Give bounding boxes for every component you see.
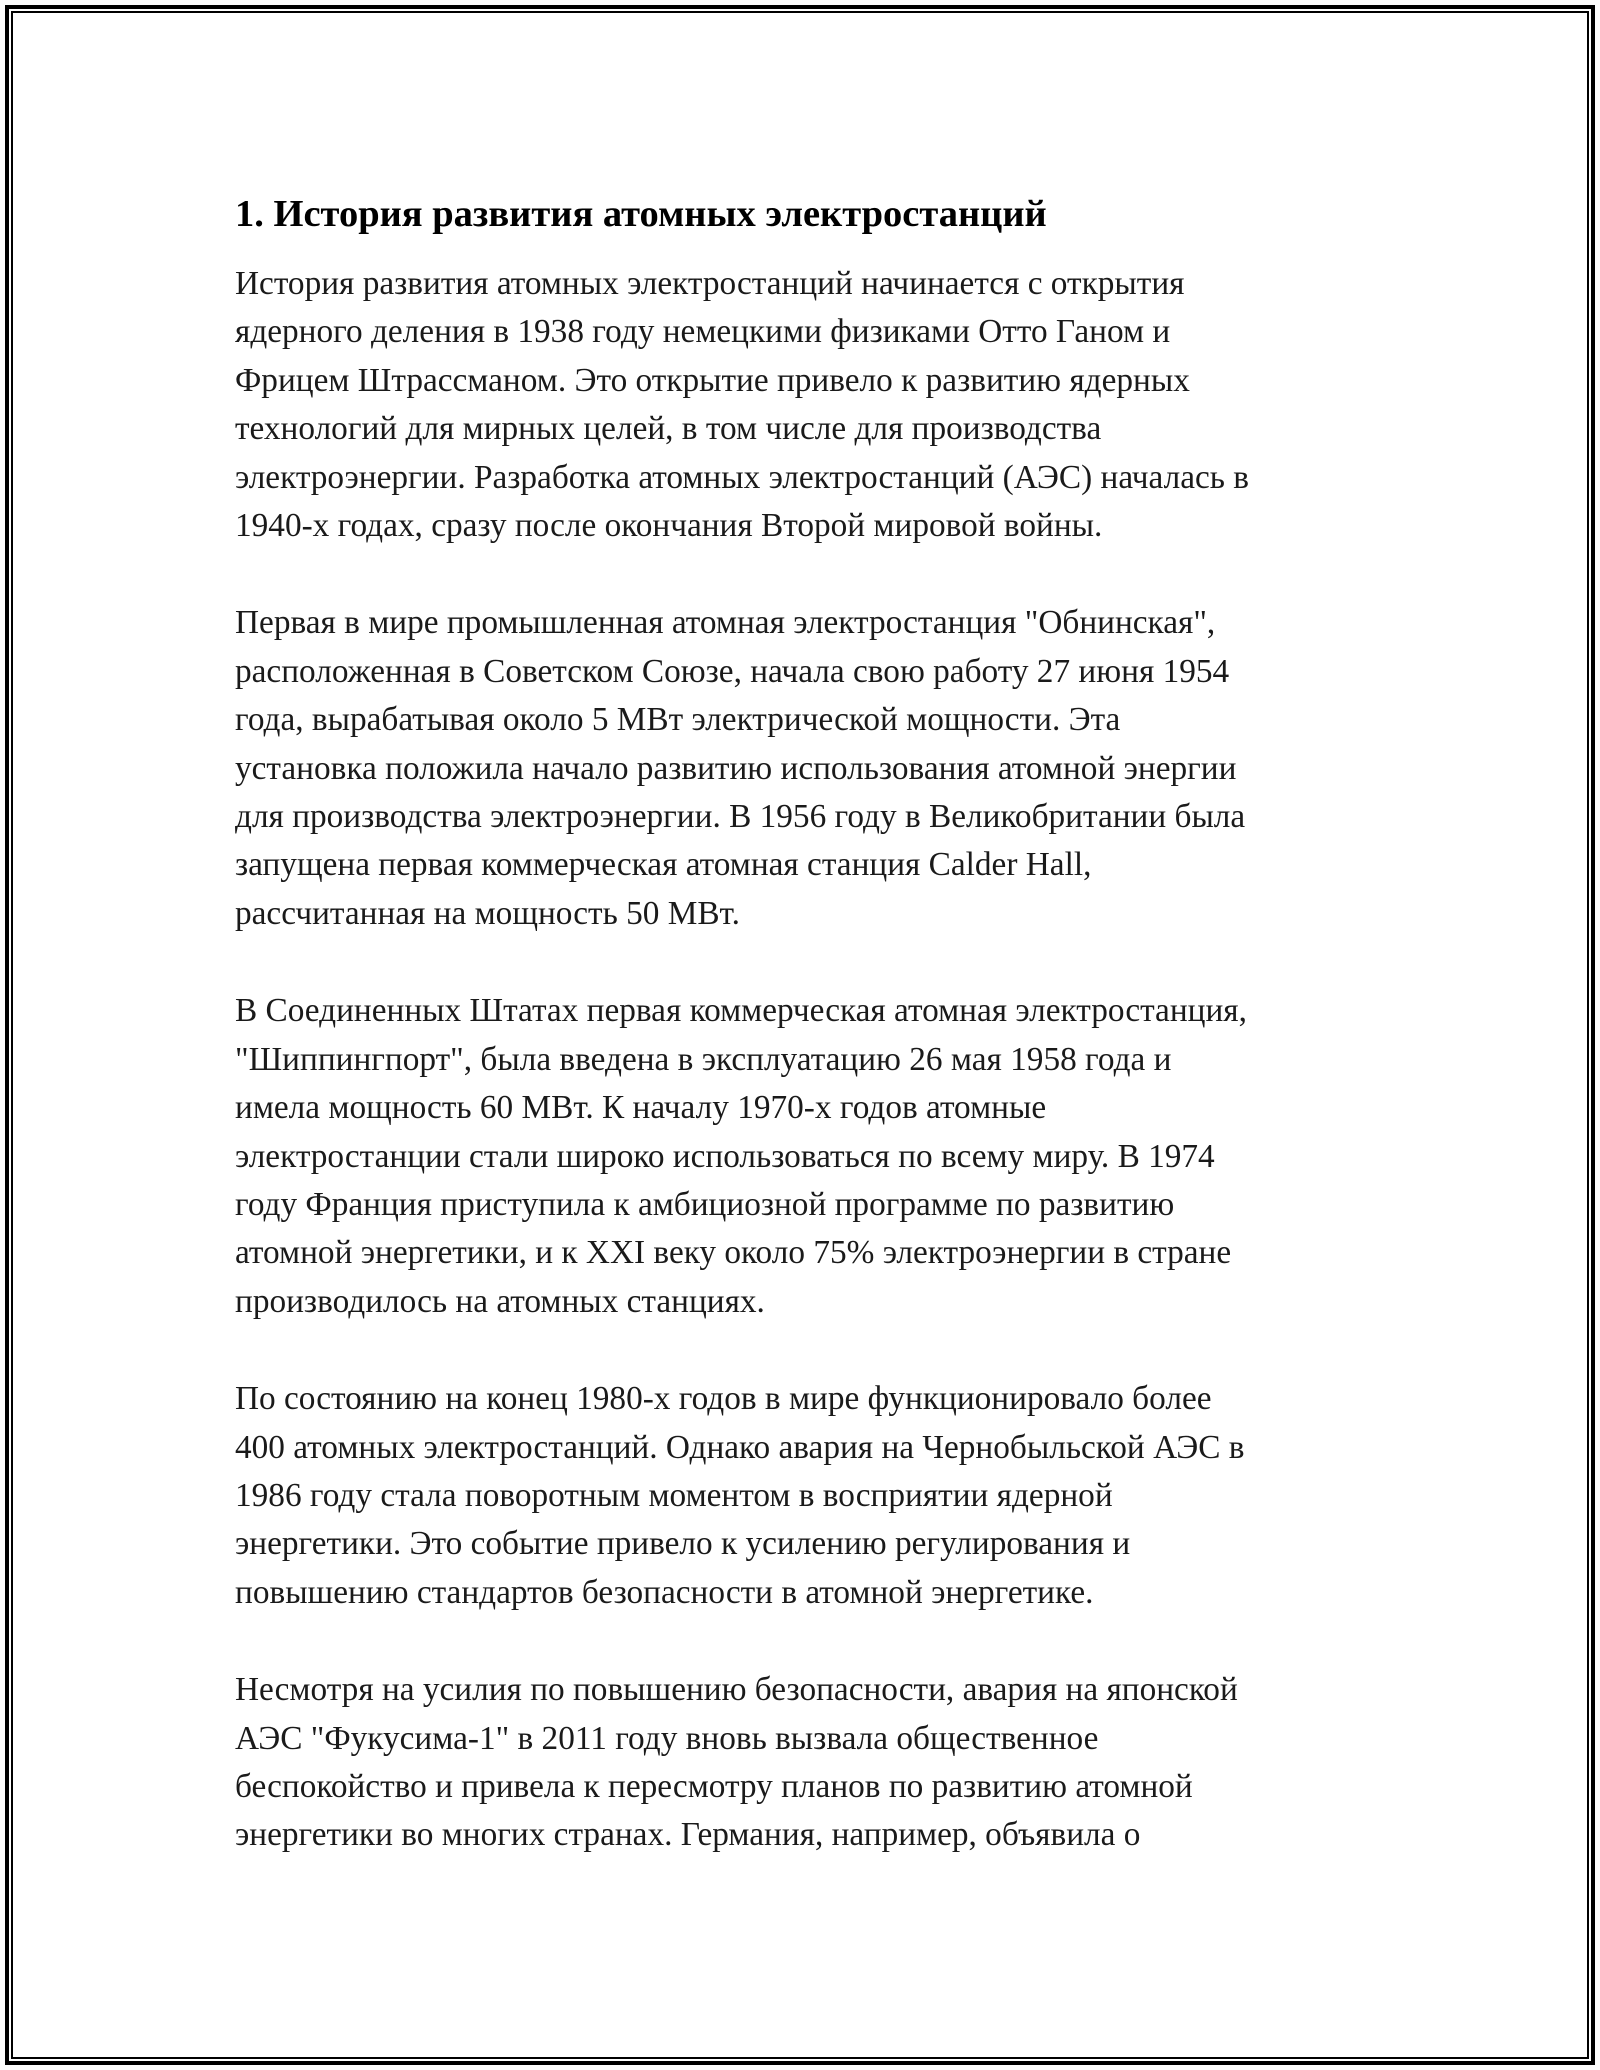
text-line: запущена первая коммерческая атомная станция Calder Hall, bbox=[235, 846, 1092, 884]
section-title: 1. История развития атомных электростанций bbox=[235, 193, 1047, 235]
text-line: электростанции стали широко использоваться по всему миру. В 1974 bbox=[235, 1137, 1215, 1175]
text-line: 1986 году стала поворотным моментом в восприятии ядерной bbox=[235, 1476, 1113, 1514]
text-line: Фрицем Штрассманом. Это открытие привело к развитию ядерных bbox=[235, 361, 1190, 399]
text-line: году Франция приступила к амбициозной программе по развитию bbox=[235, 1185, 1175, 1223]
document-body bbox=[235, 188, 1370, 1909]
text-line: В Соединенных Штатах первая коммерческая атомная электростанция, bbox=[235, 992, 1247, 1030]
text-line: 400 атомных электростанций. Однако авария на Чернобыльской АЭС в bbox=[235, 1428, 1245, 1466]
text-line: "Шиппингпорт", была введена в эксплуатацию 26 мая 1958 года и bbox=[235, 1040, 1172, 1078]
paragraph-3 bbox=[235, 987, 1370, 1326]
text-line: повышению стандартов безопасности в атомной энергетике. bbox=[235, 1573, 1094, 1611]
text-line: АЭС "Фукусима-1" в 2011 году вновь вызвала общественное bbox=[235, 1719, 1099, 1757]
paragraph-5 bbox=[235, 1666, 1370, 1860]
text-line: имела мощность 60 МВт. К началу 1970-х годов атомные bbox=[235, 1089, 1047, 1127]
text-line: расположенная в Советском Союзе, начала свою работу 27 июня 1954 bbox=[235, 652, 1230, 690]
text-line: История развития атомных электростанций начинается с открытия bbox=[235, 265, 1185, 302]
text-line: электроэнергии. Разработка атомных электростанций (АЭС) началась в bbox=[235, 458, 1250, 496]
text-line: рассчитанная на мощность 50 МВт. bbox=[235, 894, 740, 932]
paragraph-1 bbox=[235, 260, 1370, 550]
text-line: технологий для мирных целей, в том числе для производства bbox=[235, 410, 1102, 448]
text-line: Несмотря на усилия по повышению безопасности, авария на японской bbox=[235, 1671, 1238, 1709]
text-line: производилось на атомных станциях. bbox=[235, 1282, 765, 1320]
text-line: ядерного деления в 1938 году немецкими физиками Отто Ганом и bbox=[235, 313, 1171, 351]
text-line: беспокойство и привела к пересмотру планов по развитию атомной bbox=[235, 1767, 1193, 1805]
text-line: атомной энергетики, и к XXI веку около 75% электроэнергии в стране bbox=[235, 1234, 1232, 1272]
paragraph-4 bbox=[235, 1375, 1370, 1617]
text-line: установка положила начало развитию использования атомной энергии bbox=[235, 749, 1237, 787]
text-line: года, вырабатывая около 5 МВт электрической мощности. Эта bbox=[235, 701, 1121, 739]
text-line: 1940-х годах, сразу после окончания Второй мировой войны. bbox=[235, 507, 1103, 545]
text-line: энергетики. Это событие привело к усилению регулирования и bbox=[235, 1525, 1131, 1563]
text-line: По состоянию на конец 1980-х годов в мире функционировало более bbox=[235, 1380, 1212, 1418]
text-line: Первая в мире промышленная атомная электростанция "Обнинская", bbox=[235, 604, 1216, 642]
paragraph-2 bbox=[235, 599, 1370, 938]
text-line: энергетики во многих странах. Германия, например, объявила о bbox=[235, 1816, 1141, 1854]
text-line: для производства электроэнергии. В 1956 году в Великобритании была bbox=[235, 798, 1246, 836]
